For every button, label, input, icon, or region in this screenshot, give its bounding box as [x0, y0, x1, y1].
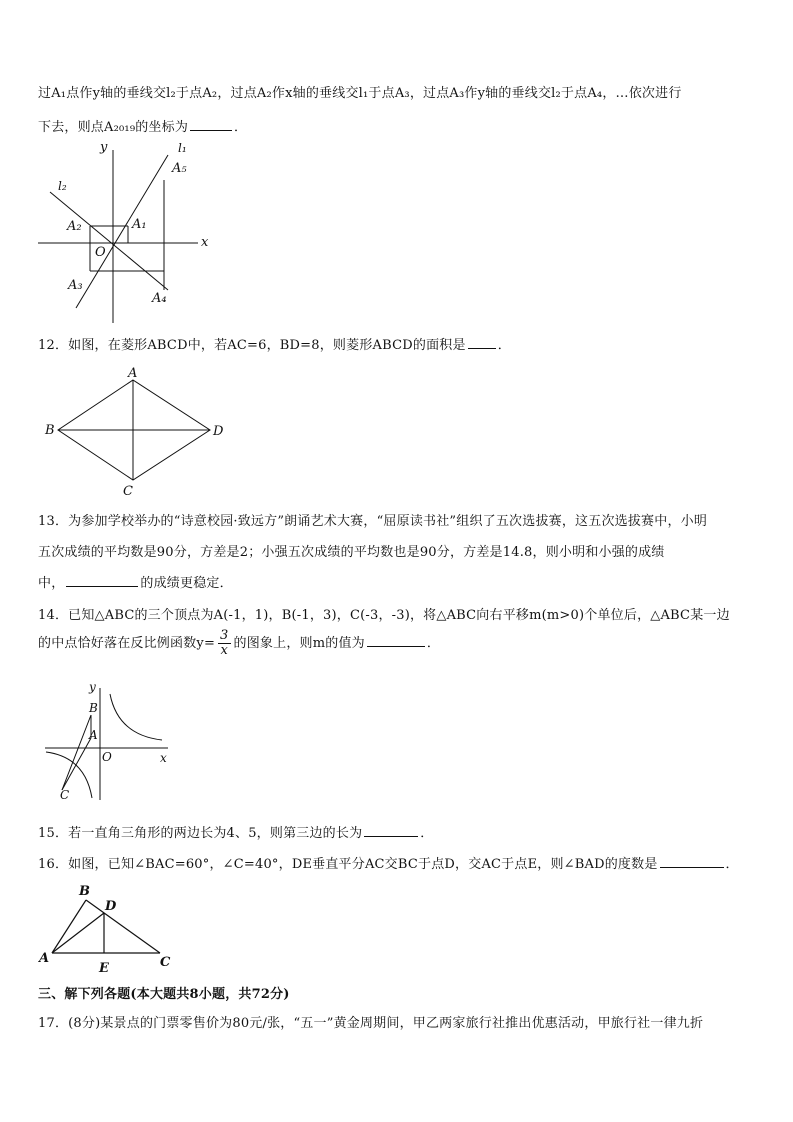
q14-side-bc: [62, 715, 91, 790]
q15-text-end: ．: [420, 826, 434, 841]
q14-fraction: [218, 629, 230, 658]
q11-a3-label: A₃: [68, 278, 83, 293]
q16-text-main: 16．如图，已知∠BAC=60°，∠C=40°，DE垂直平分AC交BC于点D，交AC于点E，则∠BAD的度数是: [38, 857, 658, 872]
q16-answer-blank[interactable]: [660, 855, 724, 868]
q17-line1: 17．(8分)某景点的门票零售价为80元/张，“五一”黄金周期间，甲乙两家旅行社推出优惠活动，甲旅行社一律九折: [38, 1016, 704, 1031]
q13-line3-start: 中，: [38, 576, 65, 591]
section-3-title: 三、解下列各题(本大题共8小题，共72分): [38, 987, 290, 1002]
q15-text-main: 15．若一直角三角形的两边长为4、5，则第三边的长为: [38, 826, 363, 841]
q14-side-ac: [62, 738, 91, 790]
q11-a4-label: A₄: [152, 291, 167, 306]
q14-label-b: B: [89, 701, 98, 715]
q11-l2-label: l₂: [58, 179, 67, 193]
q14-frac-num: 3: [220, 628, 229, 643]
q14-x-label: x: [160, 751, 167, 765]
q12-label-a: A: [128, 366, 138, 381]
q12-answer-blank[interactable]: [468, 336, 496, 349]
q11-line2-text: 下去，则点A₂₀₁₉的坐标为: [38, 120, 189, 135]
q14-line2-mid: 的图象上，则m的值为: [233, 636, 365, 651]
q12-label-d: D: [213, 424, 224, 439]
q15-text: [38, 822, 434, 841]
q14-answer-blank[interactable]: [367, 634, 425, 647]
q16-label-c: C: [160, 955, 171, 970]
q12-label-b: B: [45, 423, 55, 438]
q11-x-label: x: [201, 235, 209, 250]
q14-y-label: y: [89, 680, 96, 694]
q11-line1: 过A₁点作y轴的垂线交l₂于点A₂，过点A₂作x轴的垂线交l₁于点A₃，过点A₃作y轴的垂线交l₂于点A₄，…依次进行: [38, 86, 682, 101]
q15-answer-blank[interactable]: [364, 824, 418, 837]
q14-line2-start: 的中点恰好落在反比例函数y=: [38, 636, 216, 651]
q14-label-c: C: [60, 788, 70, 802]
q11-line2: [38, 116, 247, 135]
q16-text: [38, 853, 739, 872]
q13-line3-end: 的成绩更稳定．: [140, 576, 233, 591]
q11-a2-label: A₂: [67, 219, 82, 234]
q11-y-label: y: [100, 140, 108, 155]
q14-line2: [38, 629, 440, 658]
q12-text: [38, 334, 511, 353]
q11-line-l2: [50, 192, 168, 290]
q13-line2: 五次成绩的平均数是90分，方差是2；小强五次成绩的平均数也是90分，方差是14.8，则小明和小强的成绩: [38, 545, 665, 560]
q14-label-a: A: [89, 728, 98, 742]
q16-label-e: E: [99, 961, 109, 976]
q14-line2-end: ．: [426, 636, 441, 651]
q11-line-l1: [76, 155, 168, 308]
q16-text-end: ．: [725, 857, 739, 872]
q11-answer-blank[interactable]: [190, 118, 232, 131]
q16-side-bc: [86, 900, 160, 953]
q13-answer-blank[interactable]: [66, 574, 138, 587]
q12-rhombus: [58, 380, 210, 480]
q16-label-a: A: [39, 951, 50, 966]
q13-line3: [38, 572, 233, 591]
q12-label-c: C: [123, 484, 133, 499]
q14-origin-label: O: [102, 750, 112, 764]
q16-segment-ad: [52, 913, 104, 953]
q16-label-b: B: [79, 884, 90, 899]
q12-text-end: ．: [497, 338, 511, 353]
q11-origin-label: O: [95, 245, 106, 260]
q14-hyperbola-q3: [46, 752, 92, 798]
q14-hyperbola-q1: [110, 694, 162, 740]
q16-label-d: D: [105, 899, 117, 914]
q14-frac-den: x: [220, 643, 229, 658]
q12-text-main: 12．如图，在菱形ABCD中，若AC=6，BD=8，则菱形ABCD的面积是: [38, 338, 466, 353]
q13-line1: 13．为参加学校举办的“诗意校园·致远方”朗诵艺术大赛，“屈原读书社”组织了五次选拔赛，这五次选拔赛中，小明: [38, 514, 708, 529]
q11-l1-label: l₁: [178, 141, 187, 155]
q16-side-ab: [52, 900, 86, 953]
q11-line2-end: ．: [234, 120, 248, 135]
q14-line1: 14．已知△ABC的三个顶点为A(-1，1)，B(-1，3)，C(-3，-3)，将△ABC向右平移m(m>0)个单位后，△ABC某一边: [38, 608, 730, 623]
q11-a1-label: A₁: [132, 217, 147, 232]
q11-a5-label: A₅: [172, 161, 187, 176]
